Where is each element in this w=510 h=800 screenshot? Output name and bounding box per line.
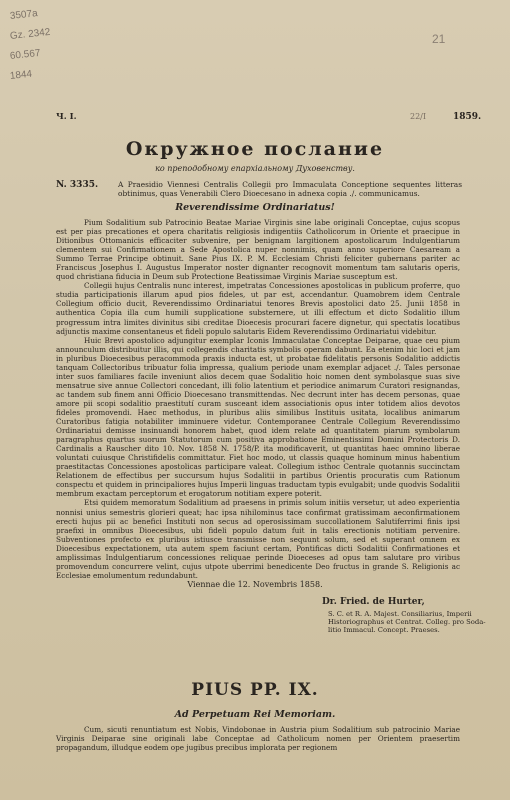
- document-subtitle: ко преподобному епархіальному Духовенству.: [155, 164, 355, 173]
- year-label: 1859.: [453, 112, 482, 122]
- document-number: N. 3335.: [56, 180, 99, 190]
- signature-name: Dr. Fried. de Hurter,: [322, 597, 425, 607]
- signature-line: S. C. et R. A. Majest. Consiliarius, Imperii: [328, 610, 472, 618]
- memoriam-heading: Ad Perpetuam Rei Memoriam.: [174, 709, 336, 720]
- tail-paragraph: Cum, sicuti renuntiatum est Nobis, Vindobonae in Austria pium Sodalitium sub patrocinio Mariae Virginis Deiparae sine originali labe Conceptae ad Catholicum nomen per Orientem praesertim propagandum, illudque eodem ope jugibus precibus implorata per regionem: [56, 725, 460, 752]
- corner-number: 21: [432, 32, 446, 46]
- intro-text: A Praesidio Viennesi Centralis Collegii pro Immaculata Conceptione sequentes litteras obtinimus, quas Venerabili Clero Dioecesano in adnexa copia ./. communicamus.: [118, 180, 462, 199]
- paragraph: Pium Sodalitium sub Patrocinio Beatae Mariae Virginis sine labe originali Conceptae, cujus scopus est per pias precationes et opera charitatis religiosis indigentiis Catholicorum in Oriente et praecipue in Ditionibus Ottomanicis efficaciter subvenire, per benignam largitionem apostolicarum Indulgentiarum clementem sui Confirmationem a Sede Apostolica nuper nonnimis, quam anno superiore Caesaream a Summo Terrae Principe obtinuit. Sane Pius IX. P. M. Ecclesiam Christi feliciter gubernans pariter ac Franciscus Josephus I. Augustus Imperator noster dignanter recognovit momentum tam salutaris operis, quod christiana fiducia in Deum sub Protectione Beatissimae Virginis Mariae susceptum est.: [56, 218, 460, 282]
- document-title: Окружное послание: [125, 138, 385, 160]
- paragraph: Etsi quidem memoratum Sodalitium ad praesens in primis solum initiis versetur, ut adeo experientia nonnisi unius semestris glorieri queat; hac ipsa nihilominus tace confirmat gratissimam aeconfirmationem erecti hujus pii ac benefici Instituti non secus ad operosissimam succollationem Salutiferrimi finis ipsi praefixi in omnibus Dioecesibus, ubi fideli populo datum fuit in talis erectionis notitiam pervenire. Subventiones profecto ex pluribus istiusce transmisse non sequunt solum, sed et superant omnem ex Dioecesibus expectationem, uta autem spem faciunt certam, Pontificas dicti Sodalitii Confirmationes et amplissimas Indulgentiarum concessiones reliquae perinde Dioeceses ad opus tam salutare pro viribus promovendum concurrere velint, cujus utpote uberrimi benedicente Deo fructus in grande S. Religionis ac Ecclesiae emolumentum redundabunt.: [56, 498, 460, 580]
- margin-note: Gz. 2342: [9, 26, 51, 42]
- margin-note: 60.567: [9, 47, 41, 62]
- page-bottom-fade: [0, 765, 510, 800]
- letter-body: [56, 218, 460, 580]
- date-line: Viennae die 12. Novembris 1858.: [187, 580, 323, 589]
- signature-line: Historiographus et Centrat. Colleg. pro Soda-: [328, 618, 486, 626]
- salutation: Reverendissime Ordinariatus!: [175, 202, 335, 213]
- paragraph: Huic Brevi apostolico adjungitur exemplar Iconis Immaculatae Conceptae Deiparae, quae ceu pium announculum distribuitur illis, qui collegendis charitatis symbolis operam dabunt. Ea etenim hic loci et jam in pluribus Dioecesibus peracommoda praxis inducta est, ut probatae fidelitatis personis Sodalitio addictis tanquam Collectoribus tribuatur folia impressa, qualium periode unam exemplar adjacet ./. Tales personae inter suos familiares facile inveniunt alios decem quae Sodalitio hoic nomen dent symbolasque suas sive mensatrue sive annue Collectori concedant, illi folio latentium et periodice animarum Curatori resignandas, ac tandem sub finem anni Officio Dioecesano transmittendas. Nec decrunt inter has decem personas, quae amore pii scopi sodalitio praestitutí curam susceant idem associationis opus inter totidem alios devotos fideles promovendi. Haec methodus, in pluribus aliis similibus Instituis usitata, localibus animarum Curatoribus fatigia notabiliter imminuere videtur. Contemporanee Centrale Collegium Reverendissimo Ordinariatui demisse insinuandi honorem habet, quod idem relate ad quantitatem piarum symbolarum paragraphus quartus suorum Statutorum cum positiva approbatione Eminentissimi Domini Protectoris D. Cardinalis a Rauscher dito 10. Nov. 1858 N. 1758/P. ita modificaverit, ut quantitas haec omnino liberae voluntati cuiusque Christifidelis committatur. Fiet hoc modo, ut classis quaque hominum minus habentium praestitactas Concessiones apostolicas participare valeat. Collegium isthoc Centrale quotannis succinctam Relationem de effectibus per succursum hujus Sodalitii in partibus Orientis procuratis cum Rationum conspectu et quidem in principaliores hujus Imperii linguas traductam typis evulgabit; unde quodvis Sodalitii membrum exactam perceptorum et erogatorum notitiam expere poterit.: [56, 335, 460, 499]
- signature-line: litio Immacul. Concept. Praeses.: [328, 626, 440, 634]
- archive-margin-notes: [10, 10, 51, 90]
- handwritten-ref: 22/I: [410, 112, 427, 121]
- part-label: Ч. I.: [56, 112, 77, 122]
- margin-note: 3507a: [9, 8, 39, 22]
- margin-note: 1844: [9, 68, 33, 82]
- pius-heading: PIUS PP. IX.: [191, 680, 319, 700]
- paragraph: Collegii hujus Centralis nunc interest, impetratas Concessiones apostolicas in publicum proferre, quo studia participationis illarum apud pios fideles, ut par est, accendantur. Quamobrem idem Centrale Collegium officio ducit, Reverendissimo Ordinariatui tenores Brevis apostolici dato 25. Junii 1858 in authentica Copia illa cum humili supplicatione substernere, ut illi effectum et dicto Sodalitio illum progressum intra limites divinitus sibi creditae Dioecesis procurari facere dignetur, qui spectatis locatibus adjunctis maxime consentaneus et fideli populo salutaris Eidem Reverendissimo Ordinariatui videbitur.: [56, 281, 460, 336]
